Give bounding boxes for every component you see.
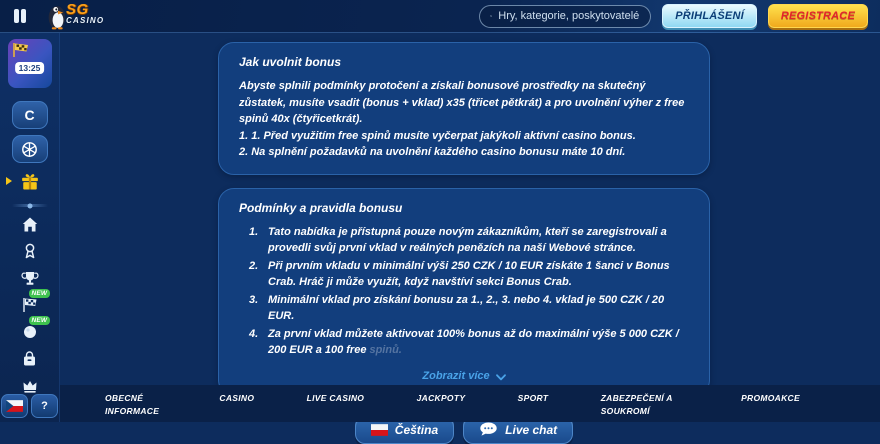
register-button[interactable]: REGISTRACE (768, 4, 868, 28)
chat-bubble-icon (479, 422, 498, 437)
sidebar (0, 33, 60, 422)
footer-link-live-casino[interactable]: LIVE CASINO (307, 392, 365, 422)
medal-icon (23, 243, 37, 259)
card-line: 2. Na splnění požadavků na uvolnění každého casino bonusu máte 10 dní. (239, 144, 689, 161)
ball-icon (23, 325, 37, 339)
sidebar-nav (20, 216, 40, 394)
top-navbar (0, 0, 880, 33)
help-button[interactable] (31, 394, 58, 418)
sidebar-toggle-icon[interactable] (14, 9, 26, 23)
main-content (60, 33, 880, 385)
search-input[interactable] (498, 10, 640, 22)
new-badge: NEW (29, 316, 51, 325)
checkered-flag-banner-icon (12, 42, 30, 58)
sidebar-item-home[interactable] (20, 216, 40, 232)
sidebar-item-vip[interactable] (20, 378, 40, 394)
login-button[interactable]: PŘIHLÁŠENÍ (662, 4, 757, 28)
home-icon (22, 217, 38, 232)
content-column (218, 33, 710, 444)
search-bar[interactable] (479, 5, 651, 28)
crown-icon (22, 379, 38, 393)
sidebar-bottom (1, 394, 58, 418)
bonus-terms-card (218, 188, 710, 396)
sidebar-item-slots[interactable] (12, 135, 48, 163)
navbar-left (14, 3, 104, 30)
footer-link-casino[interactable]: CASINO (219, 392, 254, 422)
footer-link-general-info[interactable]: OBECNÉ INFORMACE (105, 392, 167, 422)
footer-link-jackpots[interactable]: JACKPOTY (417, 392, 466, 422)
bonus-release-card (218, 42, 710, 175)
item-text: Tato nabídka je přístupná pouze novým zákazníkům, kteří se zaregistrovali a provedli svůj první vklad v reálných penězích na naší Webové stránce. (268, 224, 689, 257)
tournament-banner[interactable] (8, 39, 52, 88)
item-text: Při prvním vkladu v minimální výši 250 CZK / 10 EUR získáte 1 šanci v Bonus Crab. Hráč ji může využít, když navštíví sekci Bonus Crab. (268, 258, 689, 291)
card-line: 1. 1. Před využitím free spinů musíte vyčerpat jakýkoli aktivní casino bonus. (239, 128, 689, 145)
card-title: Jak uvolnit bonus (239, 55, 689, 69)
navbar-right (479, 4, 868, 28)
chevron-down-icon (496, 374, 506, 381)
shop-bag-icon (22, 351, 37, 367)
sidebar-item-bonuses[interactable] (21, 173, 39, 195)
terms-item (239, 258, 689, 291)
czech-flag-icon (371, 424, 388, 436)
footer-link-sport[interactable]: SPORT (518, 392, 549, 422)
sidebar-item-shop[interactable] (20, 351, 40, 367)
sidebar-item-bonus-crab[interactable] (20, 324, 40, 340)
footer-link-security-privacy[interactable]: ZABEZPEČENÍ A SOUKROMÍ (601, 392, 689, 422)
footer-link-promotions[interactable]: PROMOAKCE (741, 392, 800, 422)
item-number: 2. (249, 258, 263, 291)
show-more-link[interactable]: Zobrazit více (239, 370, 689, 382)
logo[interactable] (46, 3, 104, 30)
selected-indicator-arrow (6, 177, 12, 185)
footer-nav (60, 385, 880, 422)
question-mark-icon: ? (41, 400, 48, 412)
item-number: 1. (249, 224, 263, 257)
terms-item (239, 326, 689, 359)
tournament-timer: 13:25 (15, 62, 45, 74)
card-paragraph: Abyste splnili podmínky protočení a získali bonusové prostředky na skutečný zůstatek, musíte vsadit (bonus + vklad) x35 (třicet pětkrát) a pro uvolnění výher z free spinů 40x (čtyřicetkrát). (239, 78, 689, 128)
czech-flag-icon (6, 400, 23, 412)
item-number: 3. (249, 292, 263, 325)
sidebar-item-tournaments[interactable] (20, 270, 40, 286)
item-text-faded: spinů. (369, 344, 401, 356)
terms-item (239, 292, 689, 325)
sidebar-item-casino[interactable] (12, 101, 48, 129)
gift-icon (21, 173, 39, 190)
sidebar-item-achievements[interactable] (20, 243, 40, 259)
race-flag-icon (22, 297, 38, 313)
item-text: Minimální vklad pro získání bonusu za 1., 2., 3. nebo 4. vklad je 500 CZK / 20 EUR. (268, 292, 689, 325)
sidebar-item-races[interactable] (20, 297, 40, 313)
sidebar-divider (12, 204, 48, 207)
card-title: Podmínky a pravidla bonusu (239, 201, 689, 215)
item-number: 4. (249, 326, 263, 359)
language-flag-button[interactable] (1, 394, 28, 418)
terms-item (239, 224, 689, 257)
language-button[interactable]: Čeština (355, 416, 454, 444)
logo-text-casino: CASINO (66, 16, 104, 25)
slots-wheel-icon (21, 141, 38, 158)
trophy-icon (22, 271, 38, 286)
logo-text-sg: SG (66, 4, 104, 16)
casino-chip-icon: C (24, 107, 34, 123)
logo-text (66, 4, 104, 25)
search-icon (490, 10, 492, 22)
live-chat-button[interactable]: Live chat (463, 416, 573, 444)
item-text: Za první vklad můžete aktivovat 100% bonus až do maximální výše 5 000 CZK / 200 EUR a 100 free spinů. (268, 326, 689, 359)
new-badge: NEW (29, 289, 51, 298)
